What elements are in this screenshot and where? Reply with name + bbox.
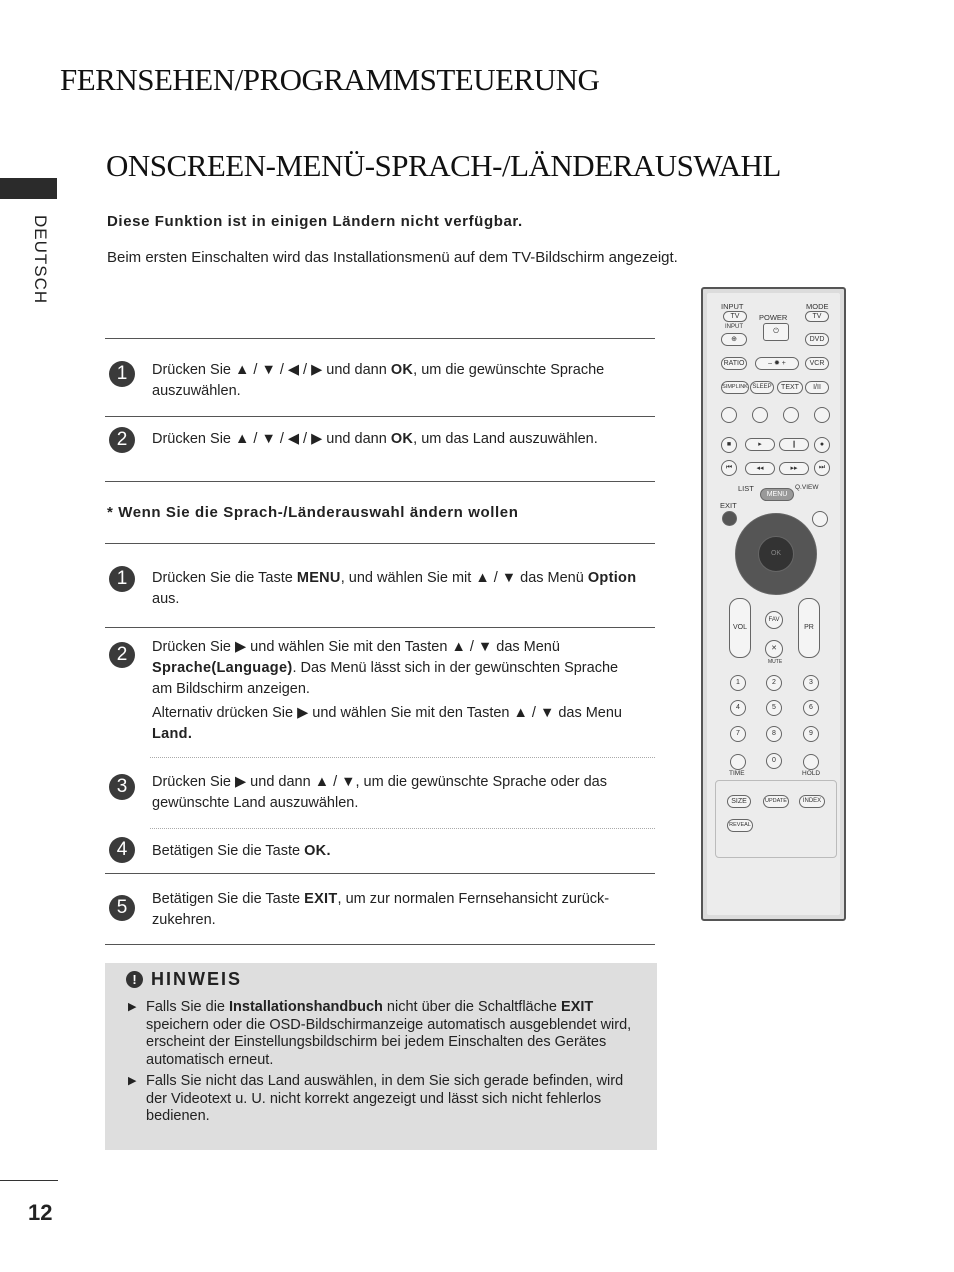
change-step-2-alt: Alternativ drücken Sie ▶ und wählen Sie mit den Tasten ▲ / ▼ das Menu Land. — [152, 705, 622, 742]
divider — [105, 873, 655, 874]
dotted-divider — [150, 757, 655, 758]
digit-button: 4 — [730, 700, 746, 716]
exit-label: EXIT — [720, 501, 737, 510]
play-icon: ▸ — [745, 438, 775, 451]
divider — [105, 481, 655, 482]
hold-button — [803, 754, 819, 770]
exclamation-icon: ! — [126, 971, 143, 988]
stop-icon: ■ — [721, 437, 737, 453]
simplink-button: SIMPLINK — [721, 381, 749, 394]
tv-input-button: TV — [723, 311, 747, 322]
fav-button: FAV — [765, 611, 783, 629]
hold-label: HOLD — [802, 770, 821, 777]
divider — [105, 627, 655, 628]
color-button — [783, 407, 799, 423]
ok-button: OK — [758, 536, 794, 572]
digit-button: 0 — [766, 753, 782, 769]
digit-button: 3 — [803, 675, 819, 691]
brightness-rocker: – ✹ + — [755, 357, 799, 370]
digit-button: 2 — [766, 675, 782, 691]
list-label: LIST — [738, 484, 754, 493]
fast-forward-icon: ▸▸ — [779, 462, 809, 475]
update-button: UPDATE — [763, 795, 789, 808]
color-button — [752, 407, 768, 423]
power-label: POWER — [759, 313, 788, 322]
input-sub-label: INPUT — [725, 324, 743, 330]
volume-rocker: VOL — [729, 598, 751, 658]
intro-text: Beim ersten Einschalten wird das Installationsmenü auf dem TV-Bildschirm angezeigt. — [107, 249, 678, 266]
availability-note: Diese Funktion ist in einigen Ländern nicht verfügbar. — [107, 213, 523, 230]
time-label: TIME — [729, 770, 745, 777]
note-item: ▶ Falls Sie die Installationshandbuch nicht über die Schaltfläche EXIT speichern oder die OSD-Bildschirmanzeige automatisch ausgeblendet wird, erscheint der Einstellungsbildschirm bei jedem Einschalten des Gerätes automatisch erneut. — [128, 999, 632, 1068]
change-step-3: Drücken Sie ▶ und dann ▲ / ▼, um die gewünschte Sprache oder das gewünschte Land auszuwählen. — [152, 774, 607, 811]
step-number: 1 — [109, 566, 135, 592]
digit-button: 1 — [730, 675, 746, 691]
mode-tv-button: TV — [805, 311, 829, 322]
divider — [105, 338, 655, 339]
power-button: ⏻ — [763, 323, 789, 341]
i-ii-button: I/II — [805, 381, 829, 394]
reveal-button: REVEAL — [727, 819, 753, 832]
dvd-button: DVD — [805, 333, 829, 346]
input-label: INPUT — [721, 302, 744, 311]
change-step-1: Drücken Sie die Taste MENU, und wählen Sie mit ▲ / ▼ das Menü Option aus. — [152, 570, 637, 607]
note-item: ▶ Falls Sie nicht das Land auswählen, in dem Sie sich gerade befinden, wird der Videotext u. U. nicht korrekt angezeigt und lässt sich nicht fehlerlos bedienen. — [128, 1073, 624, 1124]
first-step-1: Drücken Sie ▲ / ▼ / ◀ / ▶ und dann OK, um die gewünschte Sprache auszuwählen. — [152, 362, 605, 399]
bullet-arrow-icon: ▶ — [128, 1075, 137, 1087]
footer-rule — [0, 1180, 58, 1181]
step-number: 3 — [109, 774, 135, 800]
side-language-label: DEUTSCH — [31, 215, 50, 305]
vcr-button: VCR — [805, 357, 829, 370]
mode-label: MODE — [806, 302, 829, 311]
index-button: INDEX — [799, 795, 825, 808]
note-title: HINWEIS — [151, 969, 243, 989]
section-title: ONSCREEN-MENÜ-SPRACH-/LÄNDERAUSWAHL — [106, 148, 781, 183]
change-step-4: Betätigen Sie die Taste OK. — [152, 843, 331, 859]
change-step-2: Drücken Sie ▶ und wählen Sie mit den Tasten ▲ / ▼ das Menü Sprache(Language). Das Menü lässt sich in der gewünschten Sprache am Bildschirm anzeigen. — [152, 639, 619, 697]
page-header-title: FERNSEHEN/PROGRAMMSTEUERUNG — [60, 62, 600, 97]
digit-button: 8 — [766, 726, 782, 742]
exit-button — [722, 511, 737, 526]
divider — [105, 944, 655, 945]
digit-button: 7 — [730, 726, 746, 742]
skip-back-icon: ⏮ — [721, 460, 737, 476]
first-step-2: Drücken Sie ▲ / ▼ / ◀ / ▶ und dann OK, um das Land auszuwählen. — [152, 431, 598, 447]
divider — [105, 416, 655, 417]
color-button — [814, 407, 830, 423]
ratio-button: RATIO — [721, 357, 747, 370]
sleep-button: SLEEP — [750, 381, 774, 394]
digit-button: 5 — [766, 700, 782, 716]
text-button: TEXT — [777, 381, 803, 394]
step-number: 2 — [109, 642, 135, 668]
remote-control-illustration — [701, 287, 846, 921]
side-tab-marker — [0, 178, 57, 199]
color-button — [721, 407, 737, 423]
bullet-arrow-icon: ▶ — [128, 1001, 137, 1013]
qview-label: Q.VIEW — [795, 484, 819, 491]
step-number: 4 — [109, 837, 135, 863]
record-icon: ● — [814, 437, 830, 453]
step-number: 5 — [109, 895, 135, 921]
change-step-5: Betätigen Sie die Taste EXIT, um zur normalen Fernsehansicht zurück-zukehren. — [152, 891, 610, 928]
digit-button: 6 — [803, 700, 819, 716]
skip-forward-icon: ⏭ — [814, 460, 830, 476]
favorite-star-icon — [812, 511, 828, 527]
time-button — [730, 754, 746, 770]
page-number: 12 — [28, 1200, 53, 1225]
rewind-icon: ◂◂ — [745, 462, 775, 475]
step-number: 2 — [109, 427, 135, 453]
size-button: SIZE — [727, 795, 751, 808]
pause-icon: ❙ — [779, 438, 809, 451]
menu-button: MENU — [760, 488, 794, 501]
program-rocker: PR — [798, 598, 820, 658]
step-number: 1 — [109, 361, 135, 387]
change-heading: * Wenn Sie die Sprach-/Länderauswahl ändern wollen — [107, 504, 519, 521]
divider — [105, 543, 655, 544]
mute-icon: ✕ — [765, 640, 783, 658]
input-button: ⊕ — [721, 333, 747, 346]
digit-button: 9 — [803, 726, 819, 742]
mute-label: MUTE — [768, 659, 783, 665]
dotted-divider — [150, 828, 655, 829]
